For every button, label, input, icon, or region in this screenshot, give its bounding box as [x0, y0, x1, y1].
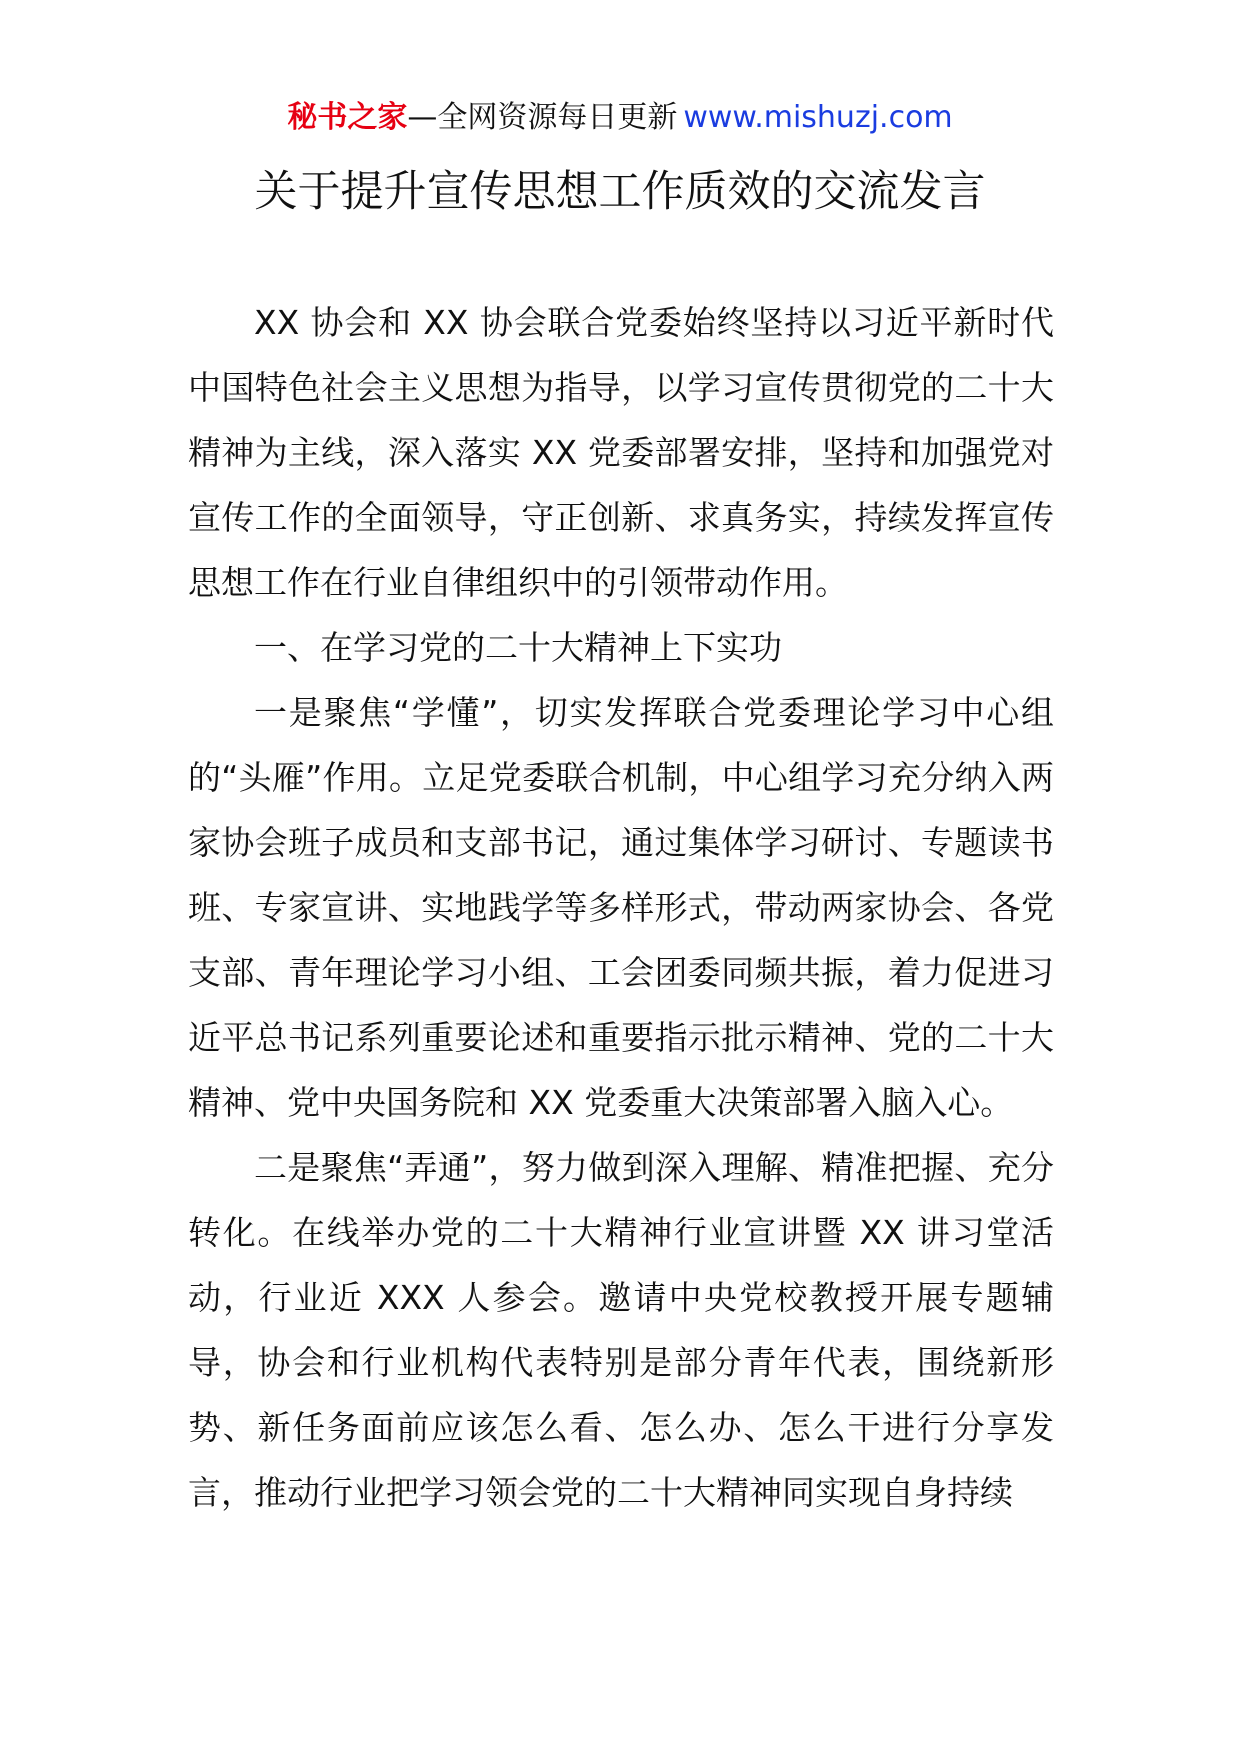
site-tagline: —全网资源每日更新: [407, 100, 678, 135]
paragraph-intro: XX 协会和 XX 协会联合党委始终坚持以习近平新时代中国特色社会主义思想为指导，以学习宣传贯彻党的二十大精神为主线，深入落实 XX 党委部署安排，坚持和加强党对宣传工作的全面领导，守正创新、求真务实，持续发挥宣传思想工作在行业自律组织中的引领带动作用。: [188, 303, 1054, 602]
paragraph-point-2: 二是聚焦“弄通”，努力做到深入理解、精准把握、充分转化。在线举办党的二十大精神行业宣讲暨 XX 讲习堂活动，行业近 XXX 人参会。邀请中央党校教授开展专题辅导，协会和行业机构代表特别是部分青年代表，围绕新形势、新任务面前应该怎么看、怎么办、怎么干进行分享发言，推动行业把学习领会党的二十大精神同实现自身持续: [188, 1148, 1054, 1512]
document-title: 关于提升宣传思想工作质效的交流发言: [254, 167, 986, 217]
paragraph-point-1: 一是聚焦“学懂”，切实发挥联合党委理论学习中心组的“头雁”作用。立足党委联合机制，中心组学习充分纳入两家协会班子成员和支部书记，通过集体学习研讨、专题读书班、专家宣讲、实地践学等多样形式，带动两家协会、各党支部、青年理论学习小组、工会团委同频共振，着力促进习近平总书记系列重要论述和重要指示批示精神、党的二十大精神、党中央国务院和 XX 党委重大决策部署入脑入心。: [188, 693, 1054, 1122]
site-header: [0, 98, 1240, 138]
site-url-link[interactable]: www.mishuzj.com: [683, 100, 953, 135]
document-body: [188, 290, 1054, 1525]
site-name: 秘书之家: [287, 100, 408, 135]
section-heading-1: 一、在学习党的二十大精神上下实功: [254, 628, 782, 667]
